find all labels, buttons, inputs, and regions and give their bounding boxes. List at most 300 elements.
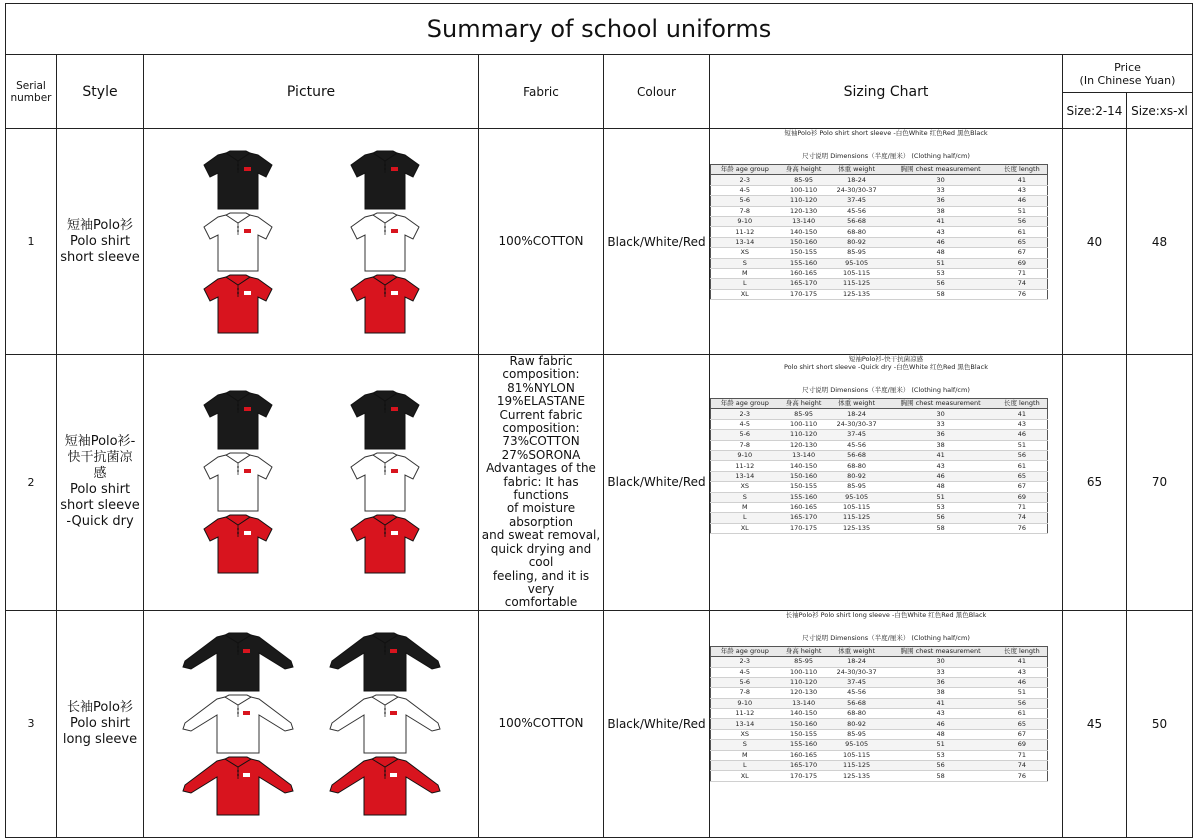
size-cell: 150-160 <box>779 471 829 481</box>
size-cell: 120-130 <box>779 206 829 216</box>
style-line: 感 <box>93 466 107 482</box>
size-cell: 46 <box>997 196 1048 206</box>
size-cell: 100-110 <box>779 667 829 677</box>
size-cell: 65 <box>997 237 1048 247</box>
size-cell: 61 <box>997 709 1048 719</box>
size-row <box>711 492 1048 502</box>
style-line: short sleeve <box>60 249 140 265</box>
fabric-cell <box>479 610 604 837</box>
size-row <box>711 196 1048 206</box>
size-cell: XL <box>711 771 779 781</box>
size-cell: 67 <box>997 248 1048 258</box>
size-col-header: 长度 length <box>997 399 1048 409</box>
sizing-dimensions-label: 尺寸说明 Dimensions（半度/厘米） (Clothing half/cm) <box>802 633 970 642</box>
size-cell: 110-120 <box>779 677 829 687</box>
fabric-line: 81%NYLON <box>507 380 575 395</box>
header-size-kids: Size:2-14 <box>1063 93 1127 129</box>
size-cell: 170-175 <box>779 523 829 533</box>
size-cell: 24-30/30-37 <box>829 667 885 677</box>
header-price-currency: (In Chinese Yuan) <box>1079 73 1176 87</box>
size-col-header: 长度 length <box>997 165 1048 175</box>
size-col-header: 体重 weight <box>829 165 885 175</box>
size-cell: 170-175 <box>779 289 829 299</box>
size-col-header: 体重 weight <box>829 646 885 656</box>
size-cell: 24-30/30-37 <box>829 419 885 429</box>
size-cell: 68-80 <box>829 227 885 237</box>
size-row <box>711 430 1048 440</box>
size-cell: 43 <box>997 185 1048 195</box>
size-cell: 69 <box>997 492 1048 502</box>
size-cell: 11-12 <box>711 709 779 719</box>
size-cell: 41 <box>885 698 997 708</box>
size-cell: 41 <box>997 175 1048 185</box>
header-sizing-chart: Sizing Chart <box>710 55 1063 129</box>
size-col-header: 身高 height <box>779 165 829 175</box>
size-col-header: 胸围 chest measurement <box>885 165 997 175</box>
size-cell: 150-155 <box>779 482 829 492</box>
size-cell: 74 <box>997 761 1048 771</box>
fabric-line: 100%COTTON <box>498 716 584 731</box>
size-cell: 13-14 <box>711 237 779 247</box>
size-cell: 36 <box>885 196 997 206</box>
size-cell: 67 <box>997 482 1048 492</box>
style-cell <box>57 355 144 611</box>
size-row <box>711 523 1048 533</box>
size-cell: 43 <box>885 227 997 237</box>
size-cell: 38 <box>885 206 997 216</box>
size-col-header: 胸围 chest measurement <box>885 646 997 656</box>
size-cell: 56 <box>997 216 1048 226</box>
sizing-chart-cell <box>710 129 1063 355</box>
size-col-header: 年龄 age group <box>711 399 779 409</box>
red-polo-shirt-front-image <box>164 513 311 575</box>
size-cell: 56 <box>885 513 997 523</box>
size-cell: 150-160 <box>779 719 829 729</box>
style-line: long sleeve <box>62 731 138 747</box>
size-cell: XL <box>711 289 779 299</box>
size-row <box>711 740 1048 750</box>
size-cell: 13-140 <box>779 698 829 708</box>
sizing-dimensions-label: 尺寸说明 Dimensions（半度/厘米） (Clothing half/cm) <box>802 152 970 160</box>
size-col-header: 身高 height <box>779 399 829 409</box>
size-cell: 74 <box>997 279 1048 289</box>
size-cell: 43 <box>885 461 997 471</box>
price-adult: 48 <box>1127 129 1193 355</box>
red-polo-shirt-back-image <box>311 273 458 335</box>
size-cell: 18-24 <box>829 657 885 667</box>
size-col-header: 年龄 age group <box>711 165 779 175</box>
sizing-table <box>710 164 1048 300</box>
size-cell: L <box>711 279 779 289</box>
white-polo-shirt-front-image <box>164 693 311 755</box>
size-cell: 74 <box>997 513 1048 523</box>
fabric-line: 100%COTTON <box>498 233 584 248</box>
size-cell: 115-125 <box>829 279 885 289</box>
fabric-line: composition: <box>502 367 580 382</box>
size-cell: 48 <box>885 482 997 492</box>
style-cell <box>57 129 144 355</box>
size-col-header: 体重 weight <box>829 399 885 409</box>
page-title: Summary of school uniforms <box>6 4 1193 55</box>
size-row <box>711 279 1048 289</box>
size-cell: 53 <box>885 502 997 512</box>
size-cell: 9-10 <box>711 698 779 708</box>
header-fabric: Fabric <box>479 55 604 129</box>
size-row <box>711 657 1048 667</box>
size-cell: 56 <box>885 761 997 771</box>
size-cell: 61 <box>997 227 1048 237</box>
size-cell: 46 <box>885 237 997 247</box>
style-line: 快干抗菌凉 <box>67 450 133 466</box>
size-cell: L <box>711 761 779 771</box>
size-row <box>711 719 1048 729</box>
size-cell: 41 <box>885 216 997 226</box>
size-cell: 170-175 <box>779 771 829 781</box>
size-cell: 51 <box>997 440 1048 450</box>
size-row <box>711 771 1048 781</box>
size-cell: 46 <box>885 719 997 729</box>
size-row <box>711 409 1048 419</box>
picture-cell <box>144 355 479 611</box>
style-line: Polo shirt <box>69 482 131 498</box>
size-row <box>711 677 1048 687</box>
size-row <box>711 206 1048 216</box>
red-polo-shirt-back-image <box>311 755 458 817</box>
fabric-line: Raw fabric <box>509 354 573 368</box>
size-cell: 58 <box>885 771 997 781</box>
size-cell: 56 <box>997 450 1048 460</box>
size-cell: 150-155 <box>779 729 829 739</box>
black-polo-shirt-back-image <box>311 631 458 693</box>
size-cell: 56 <box>997 698 1048 708</box>
size-cell: 68-80 <box>829 709 885 719</box>
size-cell: S <box>711 258 779 268</box>
size-cell: XS <box>711 482 779 492</box>
size-cell: 37-45 <box>829 677 885 687</box>
size-row <box>711 248 1048 258</box>
sizing-caption: 长袖Polo衫 Polo shirt long sleeve -白色White 红色Red 黑色Black <box>785 610 987 619</box>
size-cell: 160-165 <box>779 502 829 512</box>
size-cell: 5-6 <box>711 677 779 687</box>
size-cell: 155-160 <box>779 740 829 750</box>
size-row <box>711 289 1048 299</box>
size-cell: 13-140 <box>779 216 829 226</box>
size-row <box>711 750 1048 760</box>
size-row <box>711 502 1048 512</box>
picture-cell <box>144 610 479 837</box>
style-line: 短袖Polo衫- <box>64 434 136 450</box>
size-row <box>711 237 1048 247</box>
sizing-chart-cell <box>710 355 1063 611</box>
size-cell: 56-68 <box>829 450 885 460</box>
size-cell: 43 <box>997 667 1048 677</box>
size-cell: 65 <box>997 471 1048 481</box>
size-cell: 76 <box>997 289 1048 299</box>
sizing-dimensions-label: 尺寸说明 Dimensions（半度/厘米） (Clothing half/cm) <box>802 386 970 394</box>
size-cell: 95-105 <box>829 258 885 268</box>
size-cell: 48 <box>885 248 997 258</box>
size-cell: XL <box>711 523 779 533</box>
size-row <box>711 419 1048 429</box>
size-cell: 61 <box>997 461 1048 471</box>
size-cell: 56-68 <box>829 216 885 226</box>
size-cell: 140-150 <box>779 461 829 471</box>
size-cell: 53 <box>885 268 997 278</box>
size-cell: 43 <box>885 709 997 719</box>
fabric-line: quick drying and cool <box>490 541 592 570</box>
uniform-row <box>6 355 1193 611</box>
size-cell: 13-14 <box>711 719 779 729</box>
serial-number: 3 <box>6 610 57 837</box>
style-line: Polo shirt <box>69 715 131 731</box>
size-cell: 18-24 <box>829 409 885 419</box>
size-row <box>711 698 1048 708</box>
header-colour: Colour <box>604 55 710 129</box>
size-cell: 45-56 <box>829 688 885 698</box>
size-cell: XS <box>711 248 779 258</box>
header-serial: Serial number <box>6 55 57 129</box>
sizing-caption: Polo shirt short sleeve -Quick dry -白色White 红色Red 黑色Black <box>783 363 989 371</box>
size-cell: 85-95 <box>779 409 829 419</box>
size-cell: 4-5 <box>711 419 779 429</box>
size-cell: 69 <box>997 258 1048 268</box>
size-cell: 120-130 <box>779 688 829 698</box>
size-cell: 5-6 <box>711 430 779 440</box>
size-cell: 46 <box>997 677 1048 687</box>
size-cell: 43 <box>997 419 1048 429</box>
fabric-line: 19%ELASTANE <box>496 394 586 409</box>
size-cell: 18-24 <box>829 175 885 185</box>
size-cell: 68-80 <box>829 461 885 471</box>
red-polo-shirt-front-image <box>164 755 311 817</box>
fabric-line: and sweat removal, <box>481 528 601 543</box>
size-row <box>711 688 1048 698</box>
colour-cell: Black/White/Red <box>604 610 710 837</box>
size-cell: XS <box>711 729 779 739</box>
size-cell: 120-130 <box>779 440 829 450</box>
size-row <box>711 185 1048 195</box>
size-cell: 30 <box>885 657 997 667</box>
fabric-line: 73%COTTON <box>502 434 580 449</box>
fabric-line: comfortable <box>504 595 578 610</box>
picture-cell <box>144 129 479 355</box>
size-cell: 105-115 <box>829 502 885 512</box>
size-row <box>711 268 1048 278</box>
size-cell: 56-68 <box>829 698 885 708</box>
size-row <box>711 461 1048 471</box>
size-cell: 7-8 <box>711 206 779 216</box>
header-style: Style <box>57 55 144 129</box>
size-cell: 85-95 <box>829 248 885 258</box>
colour-cell: Black/White/Red <box>604 355 710 611</box>
size-cell: 85-95 <box>829 729 885 739</box>
size-cell: 140-150 <box>779 227 829 237</box>
size-row <box>711 761 1048 771</box>
size-cell: 46 <box>885 471 997 481</box>
header-size-adult: Size:xs-xl <box>1127 93 1193 129</box>
white-polo-shirt-back-image <box>311 211 458 273</box>
size-cell: 80-92 <box>829 237 885 247</box>
size-cell: 2-3 <box>711 657 779 667</box>
size-cell: 165-170 <box>779 513 829 523</box>
size-cell: 11-12 <box>711 227 779 237</box>
fabric-line: fabric: It has functions <box>503 474 579 503</box>
size-cell: 65 <box>997 719 1048 729</box>
size-cell: 85-95 <box>779 175 829 185</box>
size-cell: 115-125 <box>829 513 885 523</box>
size-cell: 51 <box>885 258 997 268</box>
serial-number: 1 <box>6 129 57 355</box>
sizing-table <box>710 646 1048 782</box>
size-cell: 37-45 <box>829 430 885 440</box>
size-row <box>711 709 1048 719</box>
price-kids: 65 <box>1063 355 1127 611</box>
size-cell: 155-160 <box>779 492 829 502</box>
style-line: 长袖Polo衫 <box>67 699 133 715</box>
size-cell: 38 <box>885 440 997 450</box>
size-cell: 76 <box>997 523 1048 533</box>
size-cell: 58 <box>885 523 997 533</box>
sizing-table <box>710 398 1048 534</box>
size-cell: 95-105 <box>829 740 885 750</box>
size-cell: 2-3 <box>711 175 779 185</box>
colour-cell: Black/White/Red <box>604 129 710 355</box>
size-cell: M <box>711 750 779 760</box>
size-cell: 9-10 <box>711 450 779 460</box>
red-polo-shirt-back-image <box>311 513 458 575</box>
fabric-line: feeling, and it is very <box>492 568 590 596</box>
size-row <box>711 440 1048 450</box>
size-cell: 46 <box>997 430 1048 440</box>
size-cell: 125-135 <box>829 523 885 533</box>
fabric-line: Current fabric <box>499 407 583 422</box>
size-cell: S <box>711 492 779 502</box>
size-cell: 4-5 <box>711 185 779 195</box>
size-cell: 105-115 <box>829 268 885 278</box>
black-polo-shirt-back-image <box>311 149 458 211</box>
size-cell: 9-10 <box>711 216 779 226</box>
size-cell: 41 <box>997 409 1048 419</box>
size-cell: 150-155 <box>779 248 829 258</box>
size-cell: 48 <box>885 729 997 739</box>
black-polo-shirt-front-image <box>164 389 311 451</box>
size-cell: 30 <box>885 409 997 419</box>
style-line: short sleeve <box>60 498 140 514</box>
style-line: -Quick dry <box>66 514 134 530</box>
size-cell: 38 <box>885 688 997 698</box>
size-cell: 140-150 <box>779 709 829 719</box>
size-cell: 100-110 <box>779 185 829 195</box>
size-cell: 41 <box>997 657 1048 667</box>
size-cell: 110-120 <box>779 430 829 440</box>
header-picture: Picture <box>144 55 479 129</box>
size-cell: 71 <box>997 268 1048 278</box>
price-adult: 50 <box>1127 610 1193 837</box>
size-cell: 24-30/30-37 <box>829 185 885 195</box>
sizing-caption: 短袖Polo衫 Polo shirt short sleeve -白色White 红色Red 黑色Black <box>784 129 988 137</box>
size-cell: 110-120 <box>779 196 829 206</box>
size-cell: 37-45 <box>829 196 885 206</box>
size-cell: 33 <box>885 667 997 677</box>
size-col-header: 胸围 chest measurement <box>885 399 997 409</box>
sizing-chart-cell <box>710 610 1063 837</box>
size-cell: 11-12 <box>711 461 779 471</box>
size-cell: 100-110 <box>779 419 829 429</box>
fabric-line: of moisture absorption <box>506 501 576 529</box>
white-polo-shirt-back-image <box>311 693 458 755</box>
size-cell: 45-56 <box>829 440 885 450</box>
size-cell: 85-95 <box>779 657 829 667</box>
size-row <box>711 450 1048 460</box>
size-cell: 80-92 <box>829 719 885 729</box>
size-row <box>711 216 1048 226</box>
size-cell: 53 <box>885 750 997 760</box>
price-kids: 40 <box>1063 129 1127 355</box>
black-polo-shirt-front-image <box>164 149 311 211</box>
size-cell: 58 <box>885 289 997 299</box>
white-polo-shirt-back-image <box>311 451 458 513</box>
header-price-label: Price <box>1114 60 1141 74</box>
size-cell: 80-92 <box>829 471 885 481</box>
size-cell: 36 <box>885 430 997 440</box>
size-cell: 4-5 <box>711 667 779 677</box>
size-cell: 51 <box>997 688 1048 698</box>
size-row <box>711 667 1048 677</box>
black-polo-shirt-front-image <box>164 631 311 693</box>
size-cell: M <box>711 268 779 278</box>
size-cell: 125-135 <box>829 771 885 781</box>
style-line: Polo shirt <box>69 233 131 249</box>
header-price <box>1063 55 1193 93</box>
size-cell: 56 <box>885 279 997 289</box>
fabric-line: 27%SORONA <box>501 447 581 462</box>
white-polo-shirt-front-image <box>164 211 311 273</box>
size-cell: 155-160 <box>779 258 829 268</box>
size-cell: 71 <box>997 750 1048 760</box>
size-cell: 160-165 <box>779 268 829 278</box>
size-cell: 51 <box>885 492 997 502</box>
size-cell: 7-8 <box>711 688 779 698</box>
size-cell: 160-165 <box>779 750 829 760</box>
uniform-summary-table <box>5 3 1193 838</box>
fabric-cell <box>479 129 604 355</box>
size-cell: 51 <box>997 206 1048 216</box>
sizing-caption: 短袖Polo衫-快干抗菌凉感 <box>848 355 924 363</box>
size-row <box>711 227 1048 237</box>
size-cell: 71 <box>997 502 1048 512</box>
size-cell: 105-115 <box>829 750 885 760</box>
size-cell: 2-3 <box>711 409 779 419</box>
size-row <box>711 258 1048 268</box>
size-cell: 36 <box>885 677 997 687</box>
size-col-header: 身高 height <box>779 646 829 656</box>
size-cell: 33 <box>885 185 997 195</box>
size-row <box>711 729 1048 739</box>
size-cell: 85-95 <box>829 482 885 492</box>
black-polo-shirt-back-image <box>311 389 458 451</box>
size-cell: 7-8 <box>711 440 779 450</box>
size-col-header: 年龄 age group <box>711 646 779 656</box>
price-kids: 45 <box>1063 610 1127 837</box>
size-cell: 115-125 <box>829 761 885 771</box>
size-cell: 165-170 <box>779 279 829 289</box>
size-cell: 165-170 <box>779 761 829 771</box>
style-line: 短袖Polo衫 <box>67 217 133 233</box>
size-cell: S <box>711 740 779 750</box>
size-col-header: 长度 length <box>997 646 1048 656</box>
size-cell: 125-135 <box>829 289 885 299</box>
uniform-row <box>6 129 1193 355</box>
